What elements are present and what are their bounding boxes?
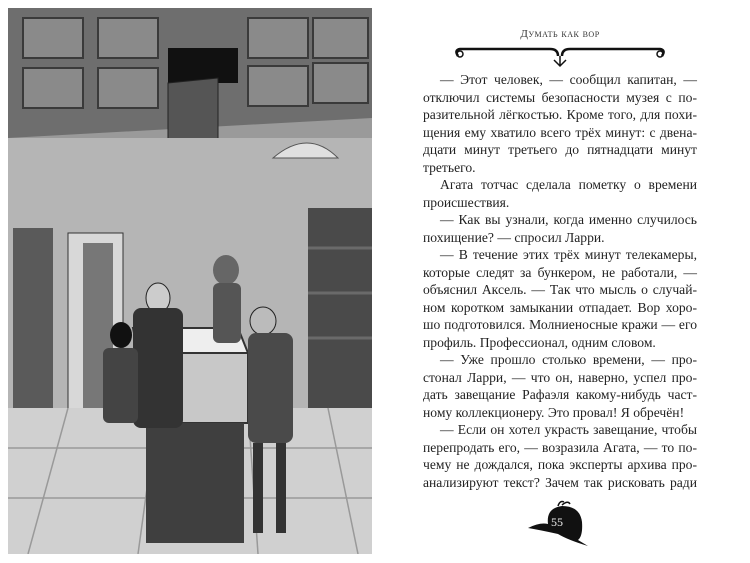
text-line: которые следят за бункером, не работали, —: [423, 264, 697, 280]
text-line: похищение? — спросил Ларри.: [423, 229, 605, 245]
text-line: стонал Ларри, — что он, наверно, успел про-: [423, 369, 697, 385]
text-line: шо подготовился. Молниеносные кражи — его: [423, 317, 697, 332]
ornament-divider-icon: [450, 44, 670, 68]
paragraph: [423, 71, 697, 176]
text-line: дать завещание Рафаэля какому-нибудь част-: [423, 387, 697, 402]
paragraph: [423, 351, 697, 421]
text-line: отключил системы безопасности музея с по-: [423, 89, 697, 105]
text-line: — Как вы узнали, когда именно случилось: [440, 212, 697, 227]
text-line: дцати минут третьего до пятнадцати минут: [423, 142, 697, 157]
text-line: чему не дождался, пока эксперты архива про-: [423, 457, 697, 472]
text-line: — Если он хотел украсть завещание, чтобы: [440, 422, 697, 437]
body-text: [423, 71, 697, 491]
paragraph: [423, 211, 697, 246]
text-line: происшествия.: [423, 194, 510, 210]
text-line: третьего.: [423, 159, 476, 175]
text-line: — Уже прошло столько времени, — про-: [440, 352, 697, 367]
text-line: разительной лёгкостью. Кроме того, для похи-: [423, 107, 697, 122]
running-head: Думать как вор: [520, 28, 600, 40]
text-line: профиль. Профессионал, одним словом.: [423, 334, 656, 350]
text-line: анализируют текст? Зачем так рисковать ради: [423, 474, 697, 490]
text-line: перепродать его, — возразила Агата, — то по-: [423, 439, 697, 455]
paragraph: [423, 176, 697, 211]
text-line: ному коллекционеру. Это провал! Я обречён!: [423, 404, 685, 420]
text-line: ном коротком замыкании отпадает. Вор хоро-: [423, 299, 697, 315]
text-line: — В течение этих трёх минут телекамеры,: [440, 247, 697, 262]
text-line: Агата тотчас сделала пометку о времени: [440, 177, 697, 192]
page-number: 55: [551, 515, 563, 529]
paragraph: [423, 421, 697, 491]
book-illustration: [8, 8, 372, 554]
text-line: — Этот человек, — сообщил капитан, —: [440, 72, 697, 87]
text-line: щения ему хватило всего трёх минут: с двена-: [423, 124, 697, 140]
paragraph: [423, 246, 697, 351]
text-line: объяснил Аксель. — Так что мысль о случай-: [423, 282, 697, 297]
